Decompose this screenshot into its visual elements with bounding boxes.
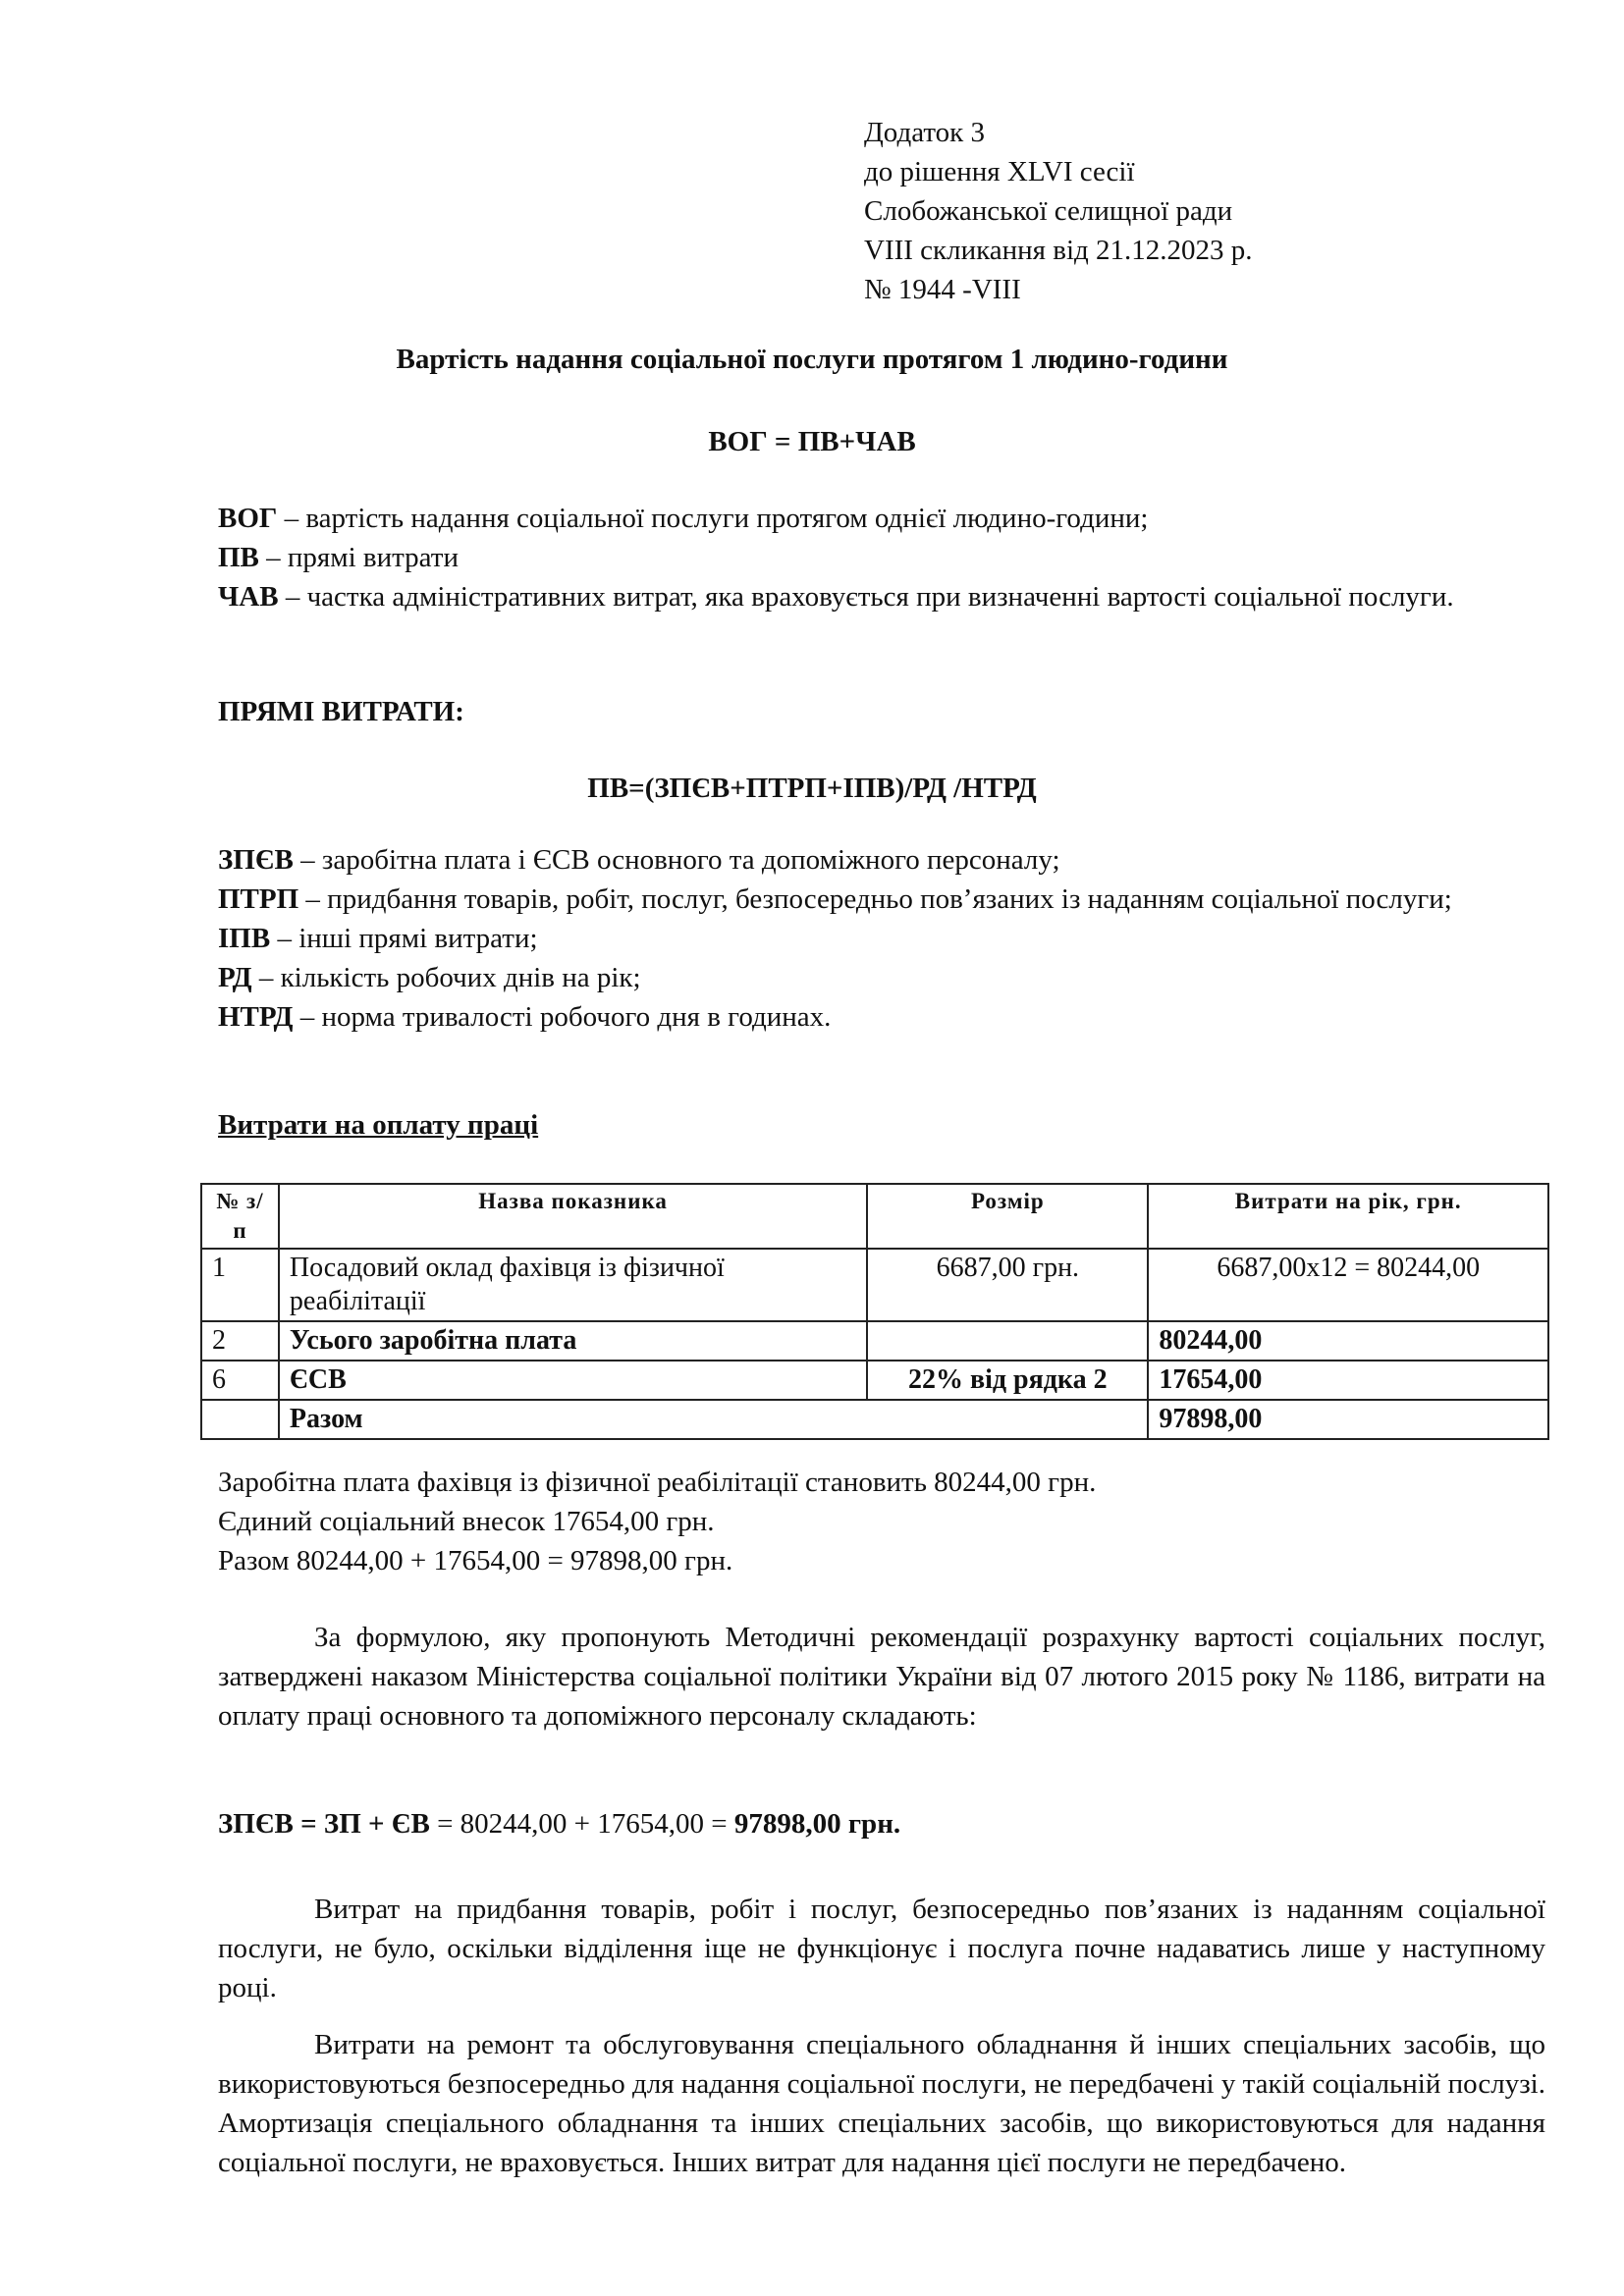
definition-term: ІПВ — [218, 923, 271, 954]
zpev-formula-middle: = 80244,00 + 17654,00 = — [429, 1808, 734, 1840]
definition-item — [218, 958, 1545, 997]
definition-text: – прямі витрати — [258, 542, 459, 573]
table-cell-year: 97898,00 — [1148, 1400, 1548, 1439]
table-header: Розмір — [867, 1184, 1148, 1249]
table-cell-num — [201, 1400, 279, 1439]
annex-line: Слобожанської селищної ради — [864, 195, 1233, 227]
table-header-row — [201, 1184, 1548, 1249]
table-cell-num: 6 — [201, 1361, 279, 1400]
definition-item — [218, 577, 1545, 616]
definition-term: ЗПЄВ — [218, 844, 294, 876]
definition-term: ПВ — [218, 542, 259, 573]
table-cell-size: 6687,00 грн. — [867, 1249, 1148, 1321]
annex-reference — [864, 113, 1492, 309]
definitions-main — [218, 499, 1545, 616]
table-row — [201, 1249, 1548, 1321]
labor-costs-heading: Витрати на оплату праці — [218, 1109, 539, 1141]
definition-item — [218, 919, 1545, 958]
table-row — [201, 1321, 1548, 1361]
definition-item — [218, 538, 1545, 577]
definition-item — [218, 880, 1545, 919]
direct-costs-formula: ПВ=(ЗПЄВ+ПТРП+ІПВ)/РД /НТРД — [587, 773, 1037, 804]
table-header: Назва показника — [279, 1184, 867, 1249]
definition-term: ВОГ — [218, 503, 278, 534]
definition-text: – частка адміністративних витрат, яка враховується при визначенні вартості соціальної послуги. — [278, 581, 1454, 613]
definitions-direct — [218, 840, 1545, 1037]
definition-item — [218, 840, 1545, 880]
summary-line: Разом 80244,00 + 17654,00 = 97898,00 грн. — [218, 1545, 733, 1576]
definition-text: – кількість робочих днів на рік; — [251, 962, 641, 993]
direct-costs-heading: ПРЯМІ ВИТРАТИ: — [218, 696, 464, 727]
paragraph-goods: Витрат на придбання товарів, робіт і послуг, безпосередньо пов’язаних із наданням соціальної послуги, не було, оскільки відділення іще не функціонує і послуга почне надаватись лише у наступному році. — [218, 1894, 1545, 2003]
table-cell-name: ЄСВ — [279, 1361, 867, 1400]
document-title: Вартість надання соціальної послуги протягом 1 людино-години — [396, 344, 1228, 375]
table-cell-name: Усього заробітна плата — [279, 1321, 867, 1361]
annex-line: до рішення XLVI сесії — [864, 156, 1135, 187]
annex-line: № 1944 -VIII — [864, 274, 1021, 305]
definition-text: – вартість надання соціальної послуги протягом однієї людино-години; — [277, 503, 1149, 534]
table-header: Витрати на рік, грн. — [1148, 1184, 1548, 1249]
table-cell-name: Разом — [279, 1400, 1149, 1439]
annex-line: Додаток 3 — [864, 117, 985, 148]
definition-term: НТРД — [218, 1001, 294, 1033]
table-cell-num: 1 — [201, 1249, 279, 1321]
table-header: № з/п — [201, 1184, 279, 1249]
table-row — [201, 1361, 1548, 1400]
paragraph-methodology: За формулою, яку пропонують Методичні рекомендації розрахунку вартості соціальних послуг, затверджені наказом Міністерства соціальної політики України від 07 лютого 2015 року № 1186, витрати на оплату праці основного та допоміжного персоналу складають: — [218, 1622, 1545, 1732]
table-cell-size: 22% від рядка 2 — [867, 1361, 1148, 1400]
table-row — [201, 1400, 1548, 1439]
zpev-formula — [218, 1804, 1545, 1843]
main-formula: ВОГ = ПВ+ЧАВ — [708, 426, 916, 457]
zpev-formula-lhs: ЗПЄВ = ЗП + ЄВ — [218, 1808, 430, 1840]
table-cell-year: 17654,00 — [1148, 1361, 1548, 1400]
definition-term: ЧАВ — [218, 581, 279, 613]
table-cell-year: 6687,00х12 = 80244,00 — [1148, 1249, 1548, 1321]
definition-text: – інші прямі витрати; — [270, 923, 538, 954]
table-cell-year: 80244,00 — [1148, 1321, 1548, 1361]
annex-line: VIII скликання від 21.12.2023 р. — [864, 235, 1253, 266]
paragraph-repair: Витрати на ремонт та обслуговування спеціального обладнання й інших спеціальних засобів, що використовуються безпосередньо для надання соціальної послуги, не передбачені у такій соціальній послузі. Амортизація спеціального обладнання та інших спеціальних засобів, що використовуються для надання соціальної послуги, не враховується. Інших витрат для надання цієї послуги не передбачено. — [218, 2029, 1545, 2178]
summary-line: Заробітна плата фахівця із фізичної реабілітації становить 80244,00 грн. — [218, 1467, 1097, 1498]
definition-item — [218, 499, 1545, 538]
table-cell-size — [867, 1321, 1148, 1361]
summary-line: Єдиний соціальний внесок 17654,00 грн. — [218, 1506, 715, 1537]
definition-term: ПТРП — [218, 883, 299, 915]
definition-text: – заробітна плата і ЄСВ основного та допоміжного персоналу; — [293, 844, 1060, 876]
zpev-formula-result: 97898,00 грн. — [733, 1808, 901, 1840]
labor-costs-table — [200, 1183, 1549, 1440]
table-cell-name: Посадовий оклад фахівця із фізичної реабілітації — [279, 1249, 867, 1321]
definition-term: РД — [218, 962, 252, 993]
salary-summary — [218, 1463, 1545, 1580]
definition-text: – придбання товарів, робіт, послуг, безпосередньо пов’язаних із наданням соціальної послуги; — [298, 883, 1452, 915]
definition-item — [218, 997, 1545, 1037]
definition-text: – норма тривалості робочого дня в годинах. — [293, 1001, 832, 1033]
table-cell-num: 2 — [201, 1321, 279, 1361]
